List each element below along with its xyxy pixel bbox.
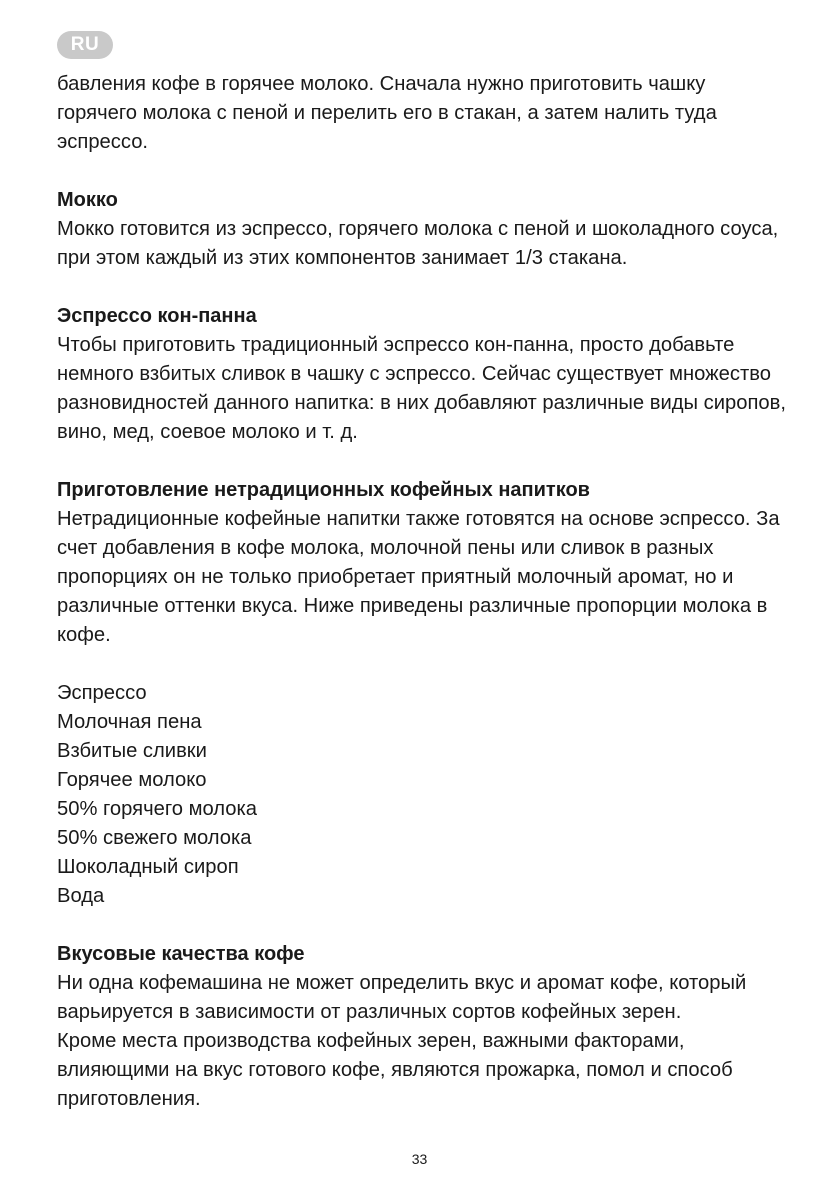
ingredients-list [57, 679, 787, 911]
list-item: Горячее молоко [57, 769, 207, 791]
section-mocha [57, 186, 787, 273]
section-espresso-con-panna [57, 302, 787, 447]
list-item: Вода [57, 885, 105, 907]
list-item: Молочная пена [57, 711, 202, 733]
section-text-coffee-taste: Ни одна кофемашина не может определить вкус и аромат кофе, который варьируется в зависимости от различных сортов кофейных зерен. [57, 972, 747, 1023]
list-item: 50% свежего молока [57, 827, 252, 849]
section-non-traditional-drinks [57, 476, 787, 650]
section-text-non-traditional-drinks: Нетрадиционные кофейные напитки также готовятся на основе эспрессо. За счет добавления в кофе молока, молочной пены или сливок в разных пропорциях он не только приобретает приятный молочный аромат, но и различные оттенки вкуса. Ниже приведены различные пропорции молока в кофе. [57, 508, 780, 646]
list-item: 50% горячего молока [57, 798, 257, 820]
language-badge: RU [57, 31, 113, 59]
section-text-coffee-taste-2: Кроме места производства кофейных зерен, важными факторами, влияющими на вкус готового кофе, являются прожарка, помол и способ приготовления. [57, 1030, 733, 1110]
intro-paragraph: бавления кофе в горячее молоко. Сначала нужно приготовить чашку горячего молока с пеной и перелить его в стакан, а затем налить туда эспрессо. [57, 73, 717, 153]
list-item: Взбитые сливки [57, 740, 207, 762]
section-text-espresso-con-panna: Чтобы приготовить традиционный эспрессо кон-панна, просто добавьте немного взбитых сливок в чашку с эспрессо. Сейчас существует множество разновидностей данного напитка: в них добавляют различные виды сиропов, вино, мед, соевое молоко и т. д. [57, 334, 786, 443]
section-coffee-taste [57, 940, 787, 1114]
section-text-mocha: Мокко готовится из эспрессо, горячего молока с пеной и шоколадного соуса, при этом каждый из этих компонентов занимает 1/3 стакана. [57, 218, 779, 269]
list-item: Эспрессо [57, 682, 147, 704]
page-content [57, 70, 787, 1114]
section-heading-coffee-taste: Вкусовые качества кофе [57, 943, 305, 965]
section-heading-mocha: Мокко [57, 189, 118, 211]
page-number: 33 [411, 1151, 428, 1167]
section-heading-non-traditional-drinks: Приготовление нетрадиционных кофейных напитков [57, 479, 590, 501]
section-heading-espresso-con-panna: Эспрессо кон-панна [57, 305, 257, 327]
list-item: Шоколадный сироп [57, 856, 239, 878]
